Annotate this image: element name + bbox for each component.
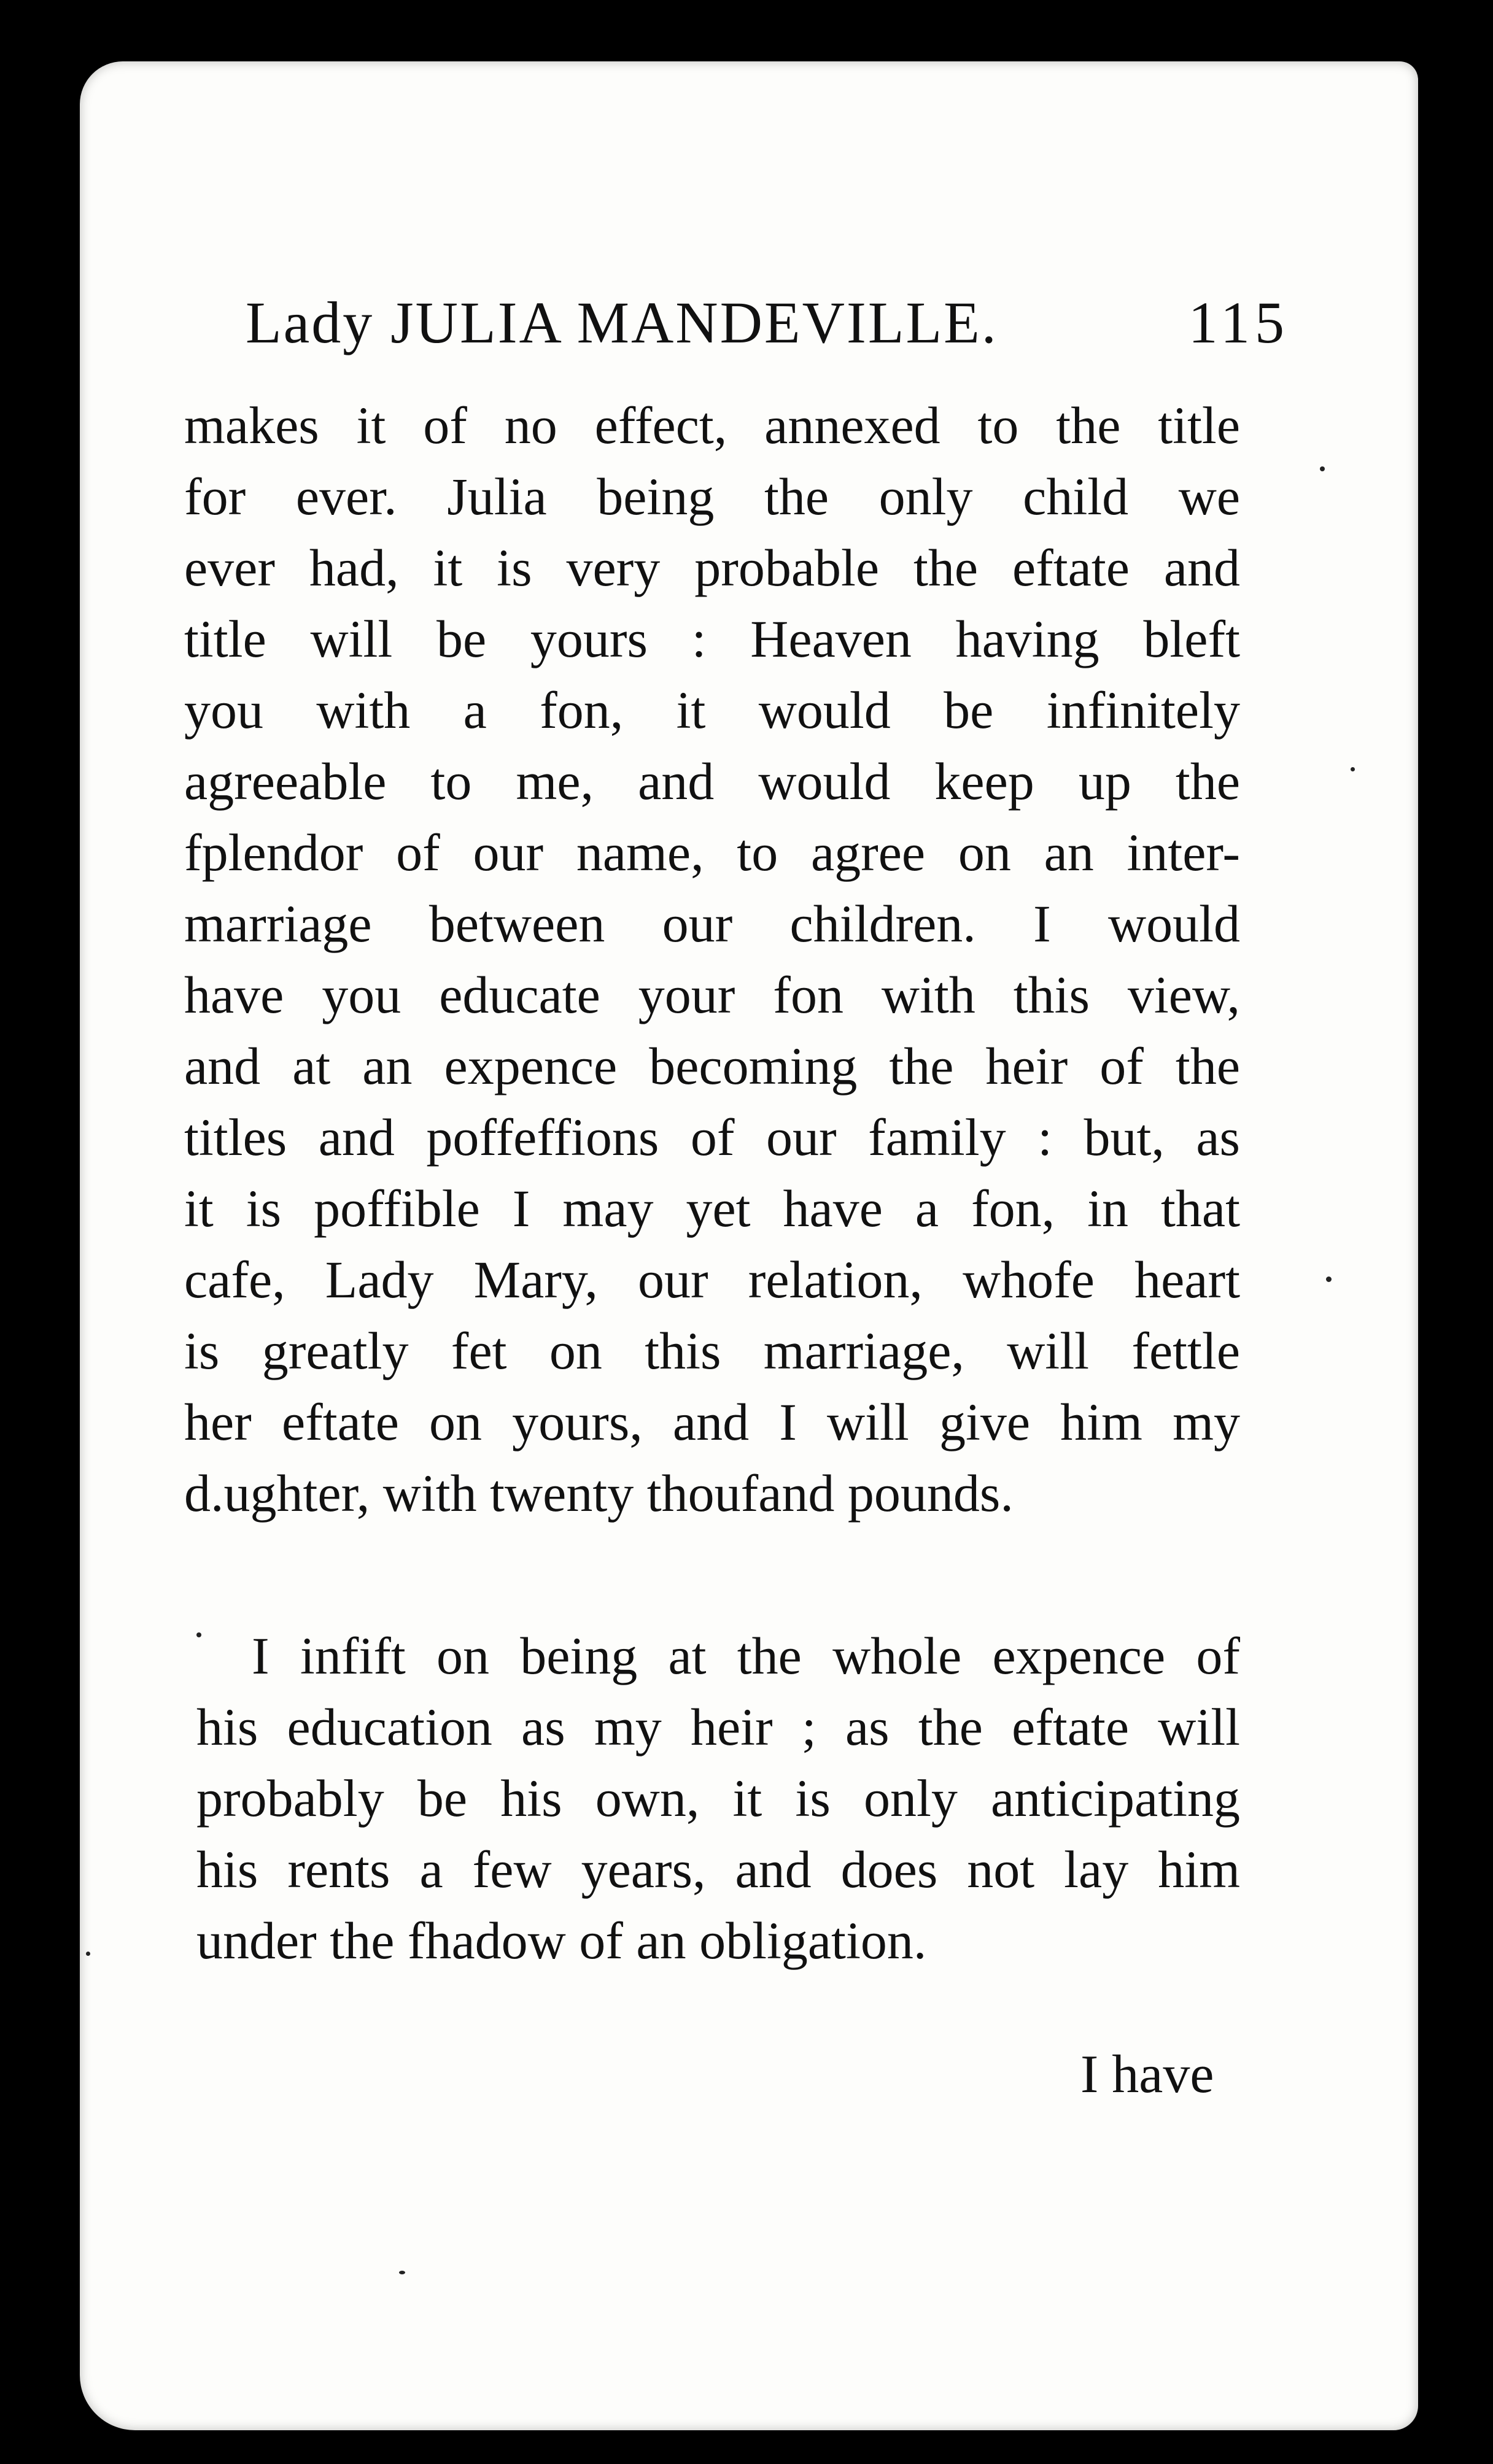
text-line: have you educate your fon with this view,: [184, 965, 1240, 1024]
text-line: and at an expence becoming the heir of the: [184, 1037, 1240, 1095]
text-line: her eftate on yours, and I will give him my: [184, 1392, 1240, 1451]
text-line: is greatly fet on this marriage, will fettle: [184, 1321, 1240, 1380]
scan-speck: [399, 2271, 405, 2274]
text-line: for ever. Julia being the only child we: [184, 467, 1240, 526]
running-header: [246, 288, 1289, 362]
paragraph-1: [184, 390, 1240, 1529]
text-line: it is poffible I may yet have a fon, in that: [184, 1179, 1240, 1238]
scan-speck: [86, 1952, 90, 1956]
text-line: his education as my heir ; as the eftate will: [196, 1697, 1240, 1756]
scan-speck: [1326, 1276, 1332, 1282]
text-line: agreeable to me, and would keep up the: [184, 752, 1240, 811]
text-line: you with a fon, it would be infinitely: [184, 681, 1240, 740]
text-line: ever had, it is very probable the eftate and: [184, 538, 1240, 597]
text-line: d.ughter, with twenty thoufand pounds.: [184, 1464, 1014, 1523]
text-line: title will be yours : Heaven having bleft: [184, 609, 1240, 668]
scan-speck: [196, 1632, 201, 1637]
text-line: under the fhadow of an obligation.: [196, 1911, 927, 1970]
text-line: his rents a few years, and does not lay him: [196, 1840, 1240, 1899]
text-line: cafe, Lady Mary, our relation, whofe heart: [184, 1250, 1240, 1309]
text-line: I infift on being at the whole expence of: [252, 1626, 1240, 1685]
scan-speck: [1320, 466, 1325, 471]
text-line: marriage between our children. I would: [184, 894, 1240, 953]
page-number: 115: [1188, 290, 1289, 355]
text-line: probably be his own, it is only anticipating: [196, 1769, 1240, 1828]
text-line: titles and poffeffions of our family : but, as: [184, 1108, 1240, 1167]
running-title: Lady JULIA MANDEVILLE.: [246, 290, 998, 355]
catchword: I have: [1080, 2045, 1214, 2104]
text-line: makes it of no effect, annexed to the title: [184, 396, 1240, 455]
scan-speck: [1351, 767, 1355, 771]
paragraph-2: [196, 1620, 1240, 1976]
scan-left-edge: [0, 0, 37, 2464]
text-line: fplendor of our name, to agree on an inter-: [184, 823, 1240, 882]
